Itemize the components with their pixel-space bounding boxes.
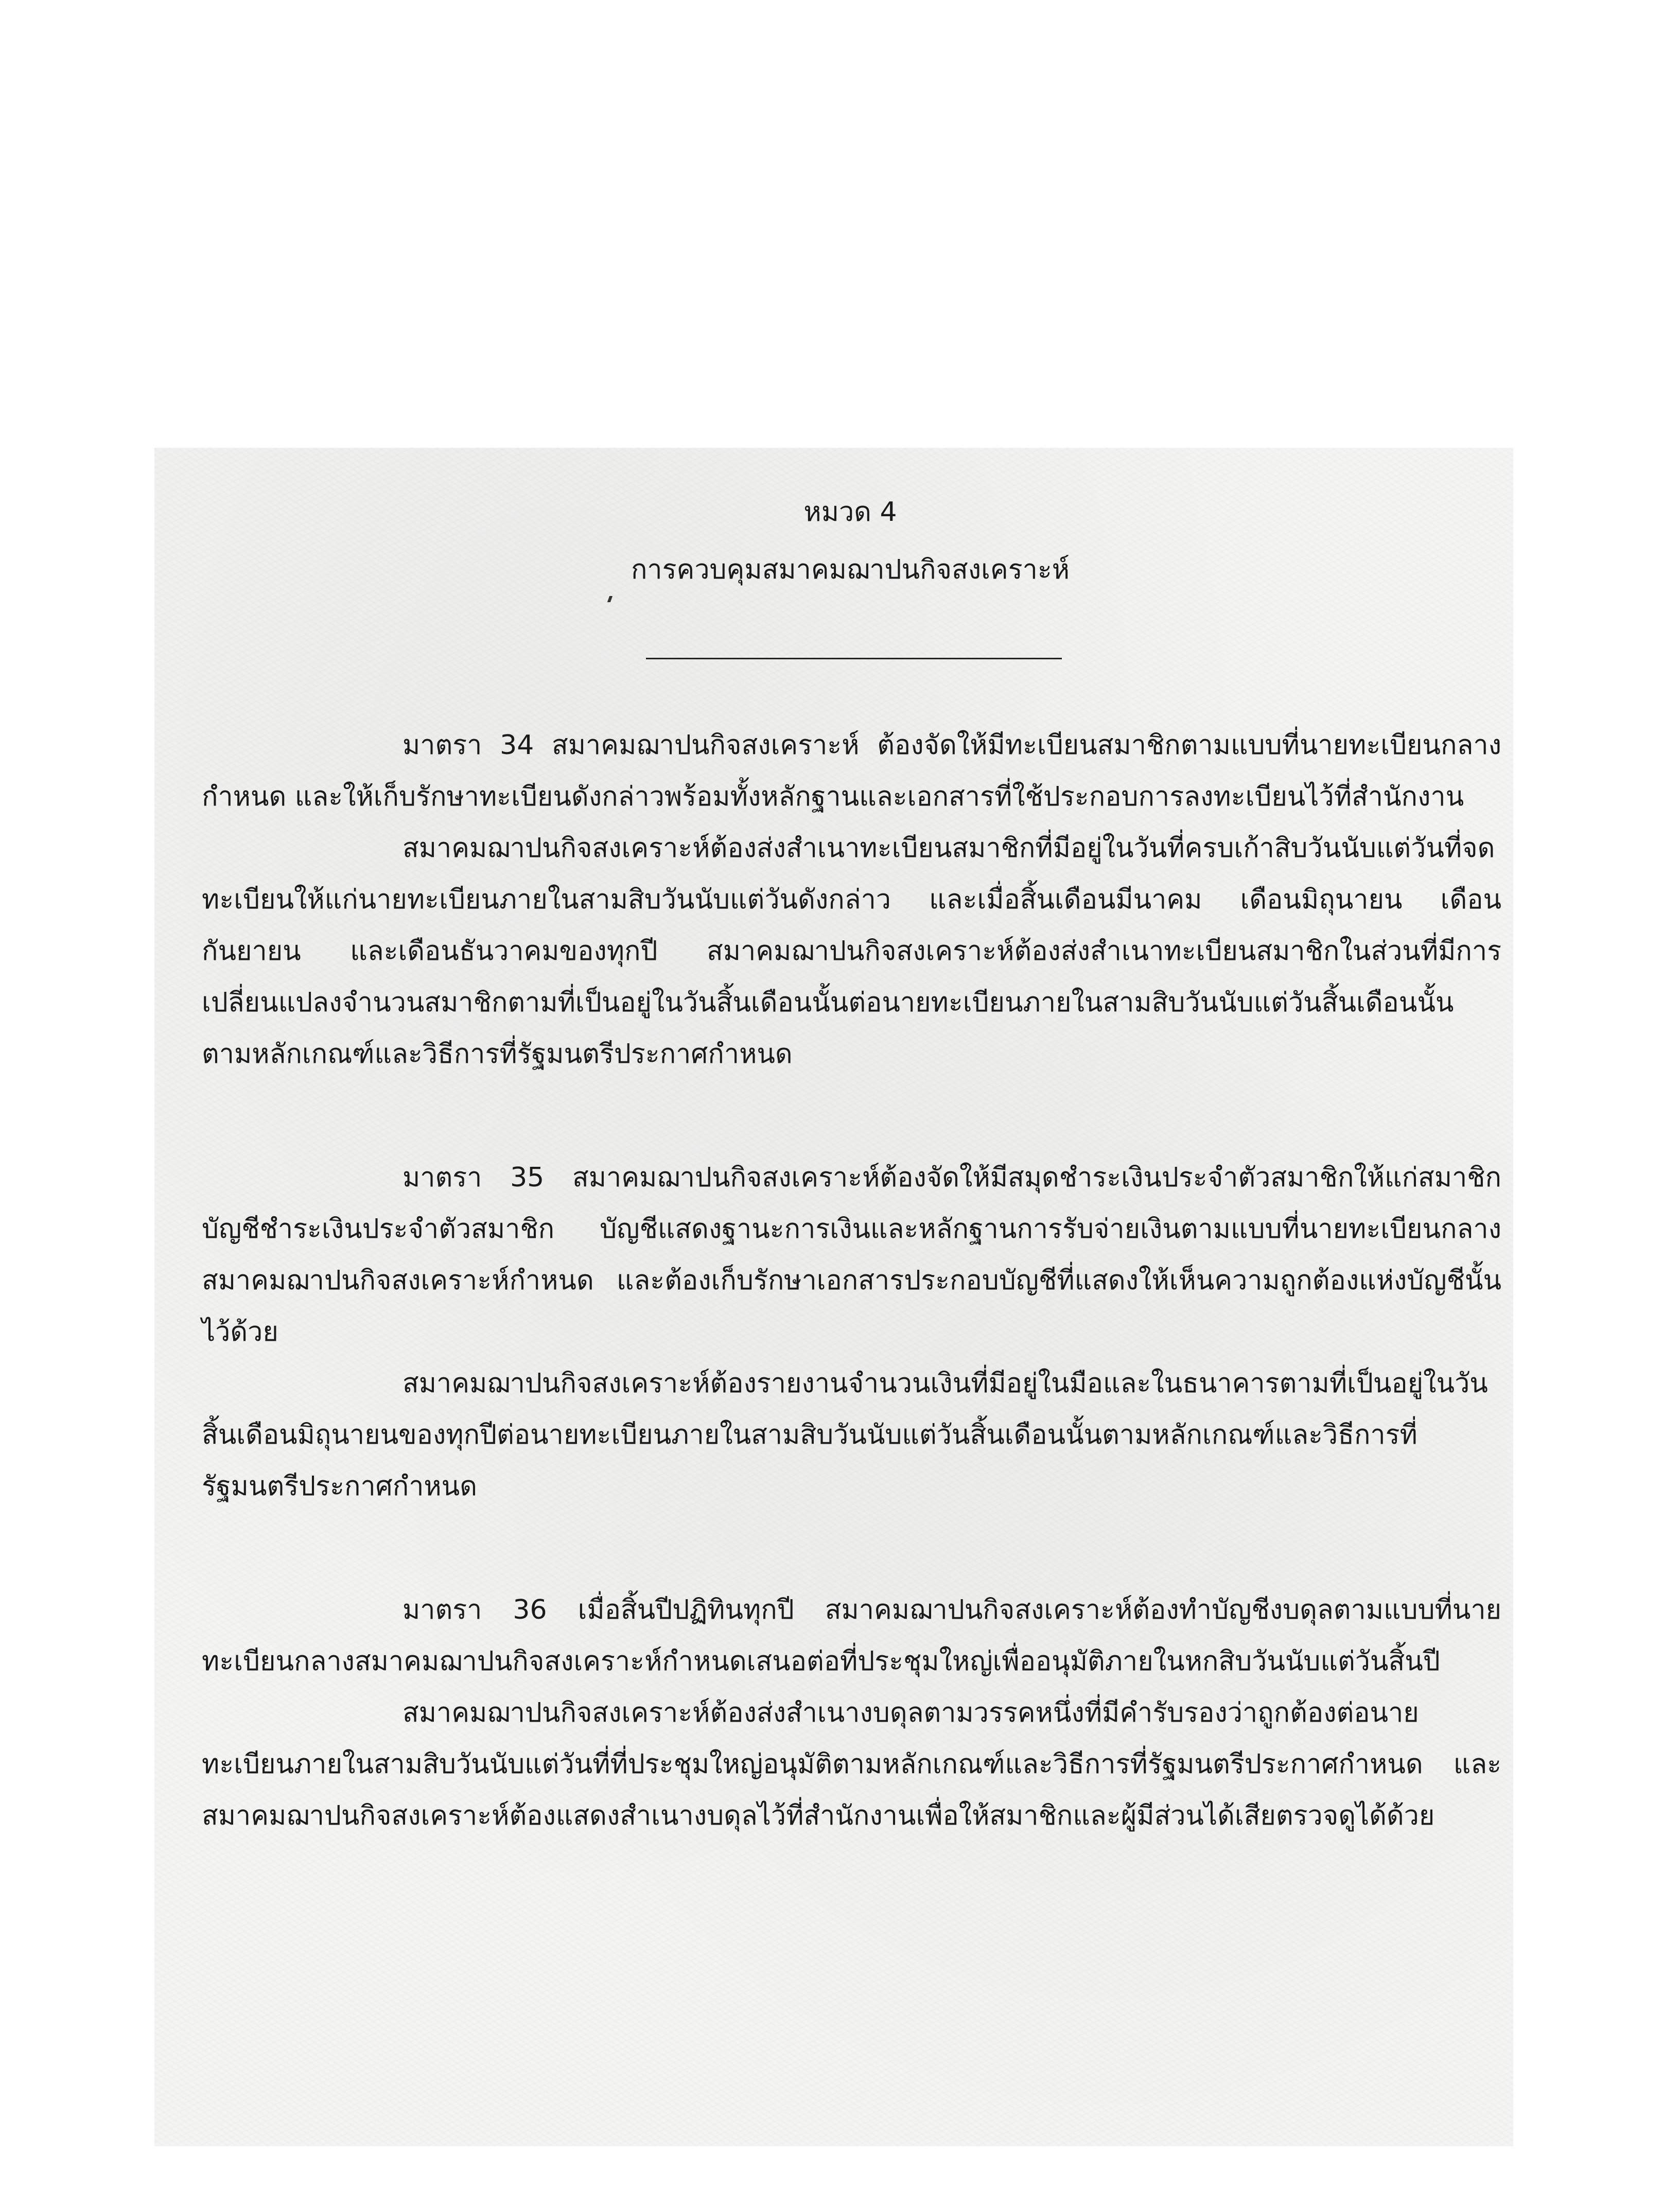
- paragraph-text: สมาคมฌาปนกิจสงเคราะห์ต้องส่งสำเนางบดุลตามวรรคหนึ่งที่มีคำรับรองว่าถูกต้องต่อนายทะเบียนภายในสามสิบวันนับแต่วันที่ที่ประชุมใหญ่อนุมัติตามหลักเกณฑ์และวิธีการที่รัฐมนตรีประกาศกำหนด และสมาคมฌาปนกิจสงเคราะห์ต้องแสดงสำเนางบดุลไว้ที่สำนักงานเพื่อให้สมาชิกและผู้มีส่วนได้เสียตรวจดูได้ด้วย: [202, 1697, 1501, 1831]
- chapter-title: การควบคุมสมาคมฌาปนกิจสงเคราะห์: [631, 554, 1070, 585]
- paragraph: [202, 720, 1501, 822]
- title-divider: [646, 658, 1062, 659]
- paragraph: [202, 822, 1501, 1080]
- section-34: [202, 720, 1501, 1080]
- paragraph: [202, 1152, 1501, 1358]
- paragraph-text: มาตรา 34 สมาคมฌาปนกิจสงเคราะห์ ต้องจัดให้มีทะเบียนสมาชิกตามแบบที่นายทะเบียนกลางกำหนด และให้เก็บรักษาทะเบียนดังกล่าวพร้อมทั้งหลักฐานและเอกสารที่ใช้ประกอบการลงทะเบียนไว้ที่สำนักงาน: [202, 730, 1501, 812]
- section-36: [202, 1584, 1501, 1842]
- document-body: [202, 720, 1501, 1842]
- paragraph: [202, 1358, 1501, 1512]
- paragraph-text: มาตรา 35 สมาคมฌาปนกิจสงเคราะห์ต้องจัดให้มีสมุดชำระเงินประจำตัวสมาชิกให้แก่สมาชิก บัญชีชำระเงินประจำตัวสมาชิก บัญชีแสดงฐานะการเงินและหลักฐานการรับจ่ายเงินตามแบบที่นายทะเบียนกลางสมาคมฌาปนกิจสงเคราะห์กำหนด และต้องเก็บรักษาเอกสารประกอบบัญชีที่แสดงให้เห็นความถูกต้องแห่งบัญชีนั้นไว้ด้วย: [202, 1162, 1501, 1347]
- chapter-number: หมวด 4: [803, 497, 897, 528]
- paragraph-text: สมาคมฌาปนกิจสงเคราะห์ต้องรายงานจำนวนเงินที่มีอยู่ในมือและในธนาคารตามที่เป็นอยู่ในวันสิ้นเดือนมิถุนายนของทุกปีต่อนายทะเบียนภายในสามสิบวันนับแต่วันสิ้นเดือนนั้นตามหลักเกณฑ์และวิธีการที่รัฐมนตรีประกาศกำหนด: [202, 1368, 1488, 1502]
- paragraph: [202, 1584, 1501, 1687]
- paragraph-text: สมาคมฌาปนกิจสงเคราะห์ต้องส่งสำเนาทะเบียนสมาชิกที่มีอยู่ในวันที่ครบเก้าสิบวันนับแต่วันที่จดทะเบียนให้แก่นายทะเบียนภายในสามสิบวันนับแต่วันดังกล่าว และเมื่อสิ้นเดือนมีนาคม เดือนมิถุนายน เดือนกันยายน และเดือนธันวาคมของทุกปี สมาคมฌาปนกิจสงเคราะห์ต้องส่งสำเนาทะเบียนสมาชิกในส่วนที่มีการเปลี่ยนแปลงจำนวนสมาชิกตามที่เป็นอยู่ในวันสิ้นเดือนนั้นต่อนายทะเบียนภายในสามสิบวันนับแต่วันสิ้นเดือนนั้นตามหลักเกณฑ์และวิธีการที่รัฐมนตรีประกาศกำหนด: [202, 833, 1501, 1070]
- paragraph-text: มาตรา 36 เมื่อสิ้นปีปฏิทินทุกปี สมาคมฌาปนกิจสงเคราะห์ต้องทำบัญชีงบดุลตามแบบที่นายทะเบียนกลางสมาคมฌาปนกิจสงเคราะห์กำหนดเสนอต่อที่ประชุมใหญ่เพื่ออนุมัติภายในหกสิบวันนับแต่วันสิ้นปี: [202, 1595, 1501, 1677]
- paragraph: [202, 1687, 1501, 1842]
- section-35: [202, 1152, 1501, 1512]
